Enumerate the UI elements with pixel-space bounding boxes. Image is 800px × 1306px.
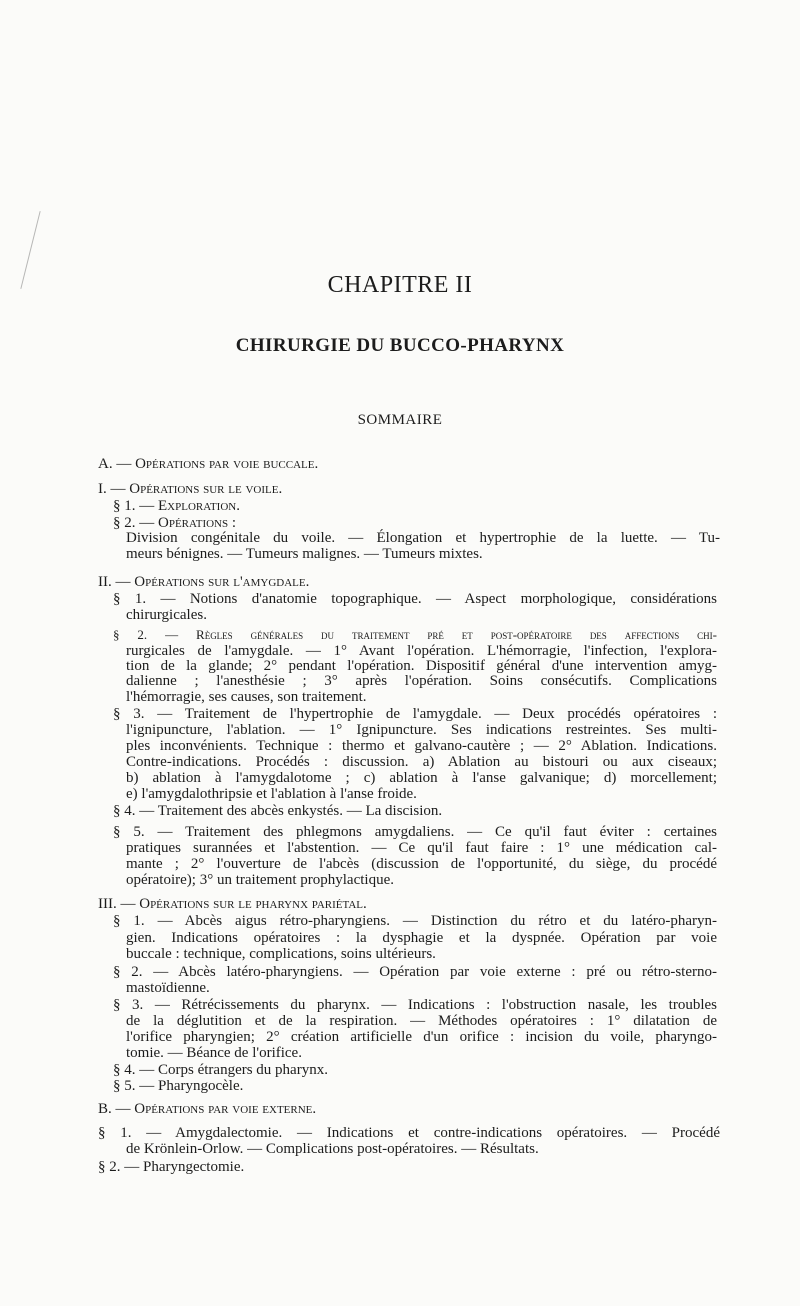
toc-item-text: b) ablation à l'amygdalotome ; c) ablation à l'anse galvanique; d) morcellement; [126, 770, 717, 786]
toc-item: § 5. — Traitement des phlegmons amygdaliens. — Ce qu'il faut éviter : certaines [113, 824, 717, 840]
toc-item-text: Division congénitale du voile. — Élongation et hypertrophie de la luette. — Tu- [126, 530, 720, 546]
toc-item-text: meurs bénignes. — Tumeurs malignes. — Tumeurs mixtes. [126, 546, 483, 562]
part-ii-heading: II. — Opérations sur l'amygdale. [98, 574, 310, 590]
toc-item: § 2. — Règles générales du traitement pré et post-opératoire des affections chi- [113, 627, 717, 642]
toc-item-text: de la déglutition et de la respiration. — Méthodes opératoires : 1° dilatation de [126, 1013, 717, 1029]
section-b-heading: B. — Opérations par voie externe. [98, 1101, 317, 1117]
toc-item-text: Contre-indications. Procédés : discussion. a) Ablation au bistouri ou aux ciseaux; [126, 754, 717, 770]
toc-item: § 3. — Rétrécissements du pharynx. — Indications : l'obstruction nasale, les troubles [113, 997, 717, 1013]
toc-item-text: de Krönlein-Orlow. — Complications post-opératoires. — Résultats. [126, 1141, 539, 1157]
toc-item: § 2. — Abcès latéro-pharyngiens. — Opération par voie externe : pré ou rétro-sterno- [113, 964, 717, 980]
chapter-label: CHAPITRE II [327, 272, 473, 298]
toc-item: § 2. — Pharyngectomie. [98, 1159, 245, 1175]
toc-item-text: mante ; 2° l'ouverture de l'abcès (discussion de l'opportunité, du siège, du procédé [126, 856, 717, 872]
chapter-title: CHIRURGIE DU BUCCO-PHARYNX [235, 335, 565, 356]
toc-item-text: buccale : technique, complications, soins ultérieurs. [126, 946, 436, 962]
section-a-heading: A. — Opérations par voie buccale. [98, 456, 319, 472]
toc-item-text: l'hémorragie, ses causes, son traitement. [126, 689, 367, 705]
toc-item-text: mastoïdienne. [126, 980, 210, 996]
toc-item: § 1. — Amygdalectomie. — Indications et contre-indications opératoires. — Procédé [98, 1125, 720, 1141]
toc-item: § 1. — Notions d'anatomie topographique. — Aspect morphologique, considérations [113, 591, 717, 607]
toc-item-text: chirurgicales. [126, 607, 207, 623]
toc-item-text: l'orifice pharyngien; 2° création artificielle d'un orifice : incision du voile, pharyngo- [126, 1029, 717, 1045]
toc-item-text: pratiques surannées et l'abstention. — Ce qu'il faut faire : 1° une médication cal- [126, 840, 717, 856]
toc-item: § 3. — Traitement de l'hypertrophie de l'amygdale. — Deux procédés opératoires : [113, 706, 717, 722]
toc-item-text: ples inconvénients. Technique : thermo et galvano-cautère ; — 2° Ablation. Indications. [126, 738, 717, 754]
toc-item-text: l'ignipuncture, l'ablation. — 1° Ignipuncture. Ses indications restreintes. Ses multi- [126, 722, 717, 738]
toc-item: § 2. — Opérations : [113, 515, 237, 531]
toc-item: § 1. — Abcès aigus rétro-pharyngiens. — Distinction du rétro et du latéro-pharyn- [113, 913, 717, 929]
toc-item: § 4. — Corps étrangers du pharynx. [113, 1062, 328, 1078]
toc-item-text: tomie. — Béance de l'orifice. [126, 1045, 302, 1061]
toc-item: § 5. — Pharyngocèle. [113, 1078, 244, 1094]
toc-item-text: tion de la glande; 2° pendant l'opération. Dispositif général d'une intervention amyg- [126, 658, 717, 674]
toc-item-text: e) l'amygdalothripsie et l'ablation à l'anse froide. [126, 786, 417, 802]
part-iii-heading: III. — Opérations sur le pharynx pariétal. [98, 896, 367, 912]
toc-item-text: dalienne ; l'anesthésie ; 3° après l'opération. Soins consécutifs. Complications [126, 673, 717, 689]
toc-item-text: gien. Indications opératoires : la dysphagie et la dyspnée. Opération par voie [126, 930, 717, 946]
part-i-heading: I. — Opérations sur le voile. [98, 481, 283, 497]
summary-heading: SOMMAIRE [357, 412, 443, 428]
toc-item: § 1. — Exploration. [113, 498, 240, 514]
toc-item-text: rurgicales de l'amygdale. — 1° Avant l'opération. L'hémorragie, l'infection, l'explora- [126, 643, 717, 659]
toc-item: § 4. — Traitement des abcès enkystés. — La discision. [113, 803, 443, 819]
toc-item-text: opératoire); 3° un traitement prophylactique. [126, 872, 394, 888]
